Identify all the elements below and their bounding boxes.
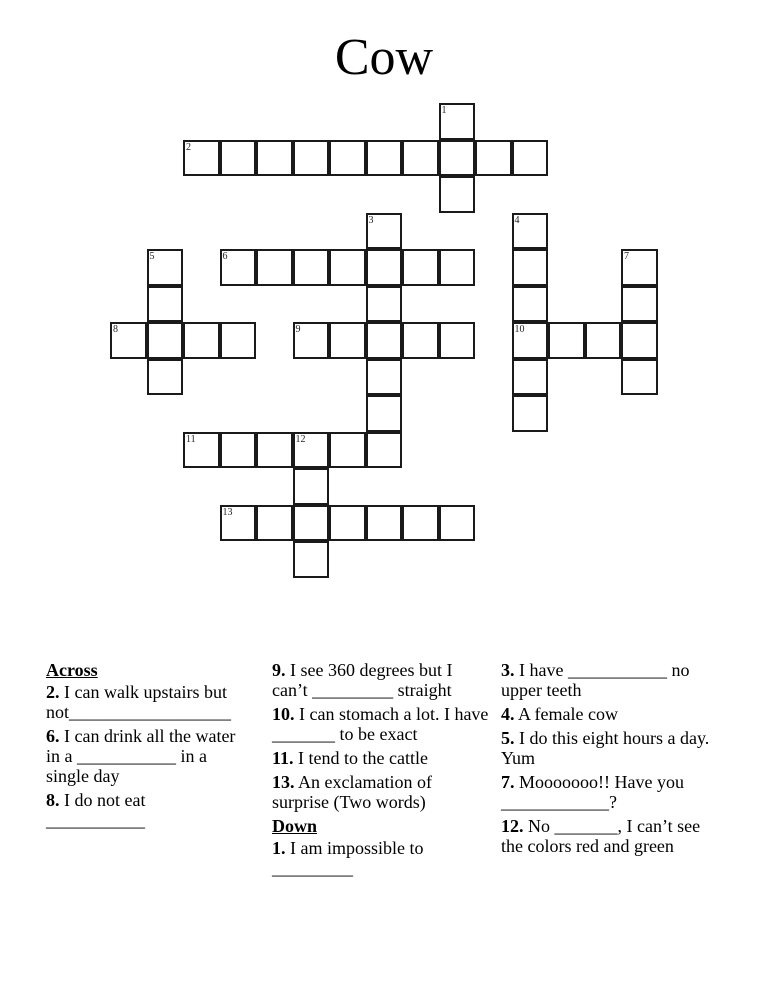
clue-across-11: 11. I tend to the cattle [272,748,428,768]
grid-cell[interactable] [512,322,549,359]
clue-down-12: 12. No _______, I can’t see the colors red and green [501,816,701,856]
grid-cell[interactable] [220,505,257,542]
cell-number: 7 [624,251,629,262]
grid-cell[interactable] [293,505,330,542]
clue-across-6: 6. I can drink all the water in a ___________ in a single day [46,726,236,786]
grid-cell[interactable] [293,541,330,578]
grid-cell[interactable] [439,322,476,359]
grid-cell[interactable] [293,432,330,469]
grid-cell[interactable] [402,249,439,286]
grid-cell[interactable] [366,213,403,250]
clues-column-3 [501,660,726,860]
clues-column-2 [272,660,492,882]
grid-cell[interactable] [402,140,439,177]
grid-cell[interactable] [256,505,293,542]
grid-cell[interactable] [366,505,403,542]
cell-number: 3 [368,214,374,226]
grid-cell[interactable] [293,322,330,359]
grid-cell[interactable] [220,249,257,286]
grid-cell[interactable] [439,249,476,286]
grid-cell[interactable] [512,359,549,396]
clues-column-1 [46,660,246,834]
grid-cell[interactable] [329,505,366,542]
grid-cell[interactable] [366,359,403,396]
grid-cell[interactable] [256,140,293,177]
grid-cell[interactable] [220,432,257,469]
grid-cell[interactable] [439,140,476,177]
grid-cell[interactable] [366,286,403,323]
grid-cell[interactable] [220,140,257,177]
cell-number: 6 [222,251,228,262]
clue-across-13: 13. An exclamation of surprise (Two words) [272,772,432,812]
grid-cell[interactable] [183,322,220,359]
grid-cell[interactable] [183,140,220,177]
cell-number: 1 [441,105,447,116]
grid-cell[interactable] [366,322,403,359]
clue-across-9: 9. I see 360 degrees but I can’t _________ straight [272,660,453,700]
grid-cell[interactable] [293,140,330,177]
clue-down-5: 5. I do this eight hours a day. Yum [501,728,710,768]
grid-cell[interactable] [147,359,184,396]
grid-cell[interactable] [512,286,549,323]
clue-down-4: 4. A female cow [501,704,618,724]
grid-cell[interactable] [512,395,549,432]
grid-cell[interactable] [402,322,439,359]
grid-cell[interactable] [293,249,330,286]
grid-cell[interactable] [329,140,366,177]
clue-across-8: 8. I do not eat ___________ [46,790,146,830]
cell-number: 2 [186,141,191,153]
clue-across-2: 2. I can walk upstairs but not__________________ [46,682,232,722]
cell-number: 4 [514,214,520,226]
grid-cell[interactable] [548,322,585,359]
grid-cell[interactable] [439,103,476,140]
grid-cell[interactable] [512,140,549,177]
clue-down-1: 1. I am impossible to _________ [272,838,424,878]
grid-cell[interactable] [110,322,147,359]
down-heading: Down [272,816,318,836]
grid-cell[interactable] [621,322,658,359]
grid-cell[interactable] [366,395,403,432]
cell-number: 13 [222,506,233,518]
grid-cell[interactable] [621,249,658,286]
grid-cell[interactable] [147,322,184,359]
cell-number: 9 [295,324,301,335]
grid-cell[interactable] [512,249,549,286]
grid-cell[interactable] [402,505,439,542]
cell-number: 12 [295,433,306,445]
grid-cell[interactable] [329,249,366,286]
cell-number: 8 [113,324,118,335]
grid-cell[interactable] [439,176,476,213]
grid-cell[interactable] [183,432,220,469]
grid-cell[interactable] [621,286,658,323]
cell-number: 5 [149,251,155,262]
grid-cell[interactable] [475,140,512,177]
clue-across-10: 10. I can stomach a lot. I have _______ to be exact [272,704,489,744]
puzzle-title: Cow [334,29,434,86]
clue-down-3: 3. I have ___________ no upper teeth [501,660,690,700]
grid-cell[interactable] [366,432,403,469]
grid-cell[interactable] [329,432,366,469]
across-heading: Across [46,660,98,680]
grid-cell[interactable] [366,140,403,177]
grid-cell[interactable] [256,432,293,469]
grid-cell[interactable] [220,322,257,359]
grid-cell[interactable] [147,286,184,323]
grid-cell[interactable] [329,322,366,359]
cell-number: 11 [186,433,196,445]
grid-cell[interactable] [621,359,658,396]
grid-cell[interactable] [256,249,293,286]
grid-cell[interactable] [147,249,184,286]
cell-number: 10 [514,324,525,335]
grid-cell[interactable] [585,322,622,359]
clue-down-7: 7. Mooooooo!! Have you ____________? [501,772,684,812]
grid-cell[interactable] [293,468,330,505]
grid-cell[interactable] [512,213,549,250]
grid-cell[interactable] [366,249,403,286]
grid-cell[interactable] [439,505,476,542]
